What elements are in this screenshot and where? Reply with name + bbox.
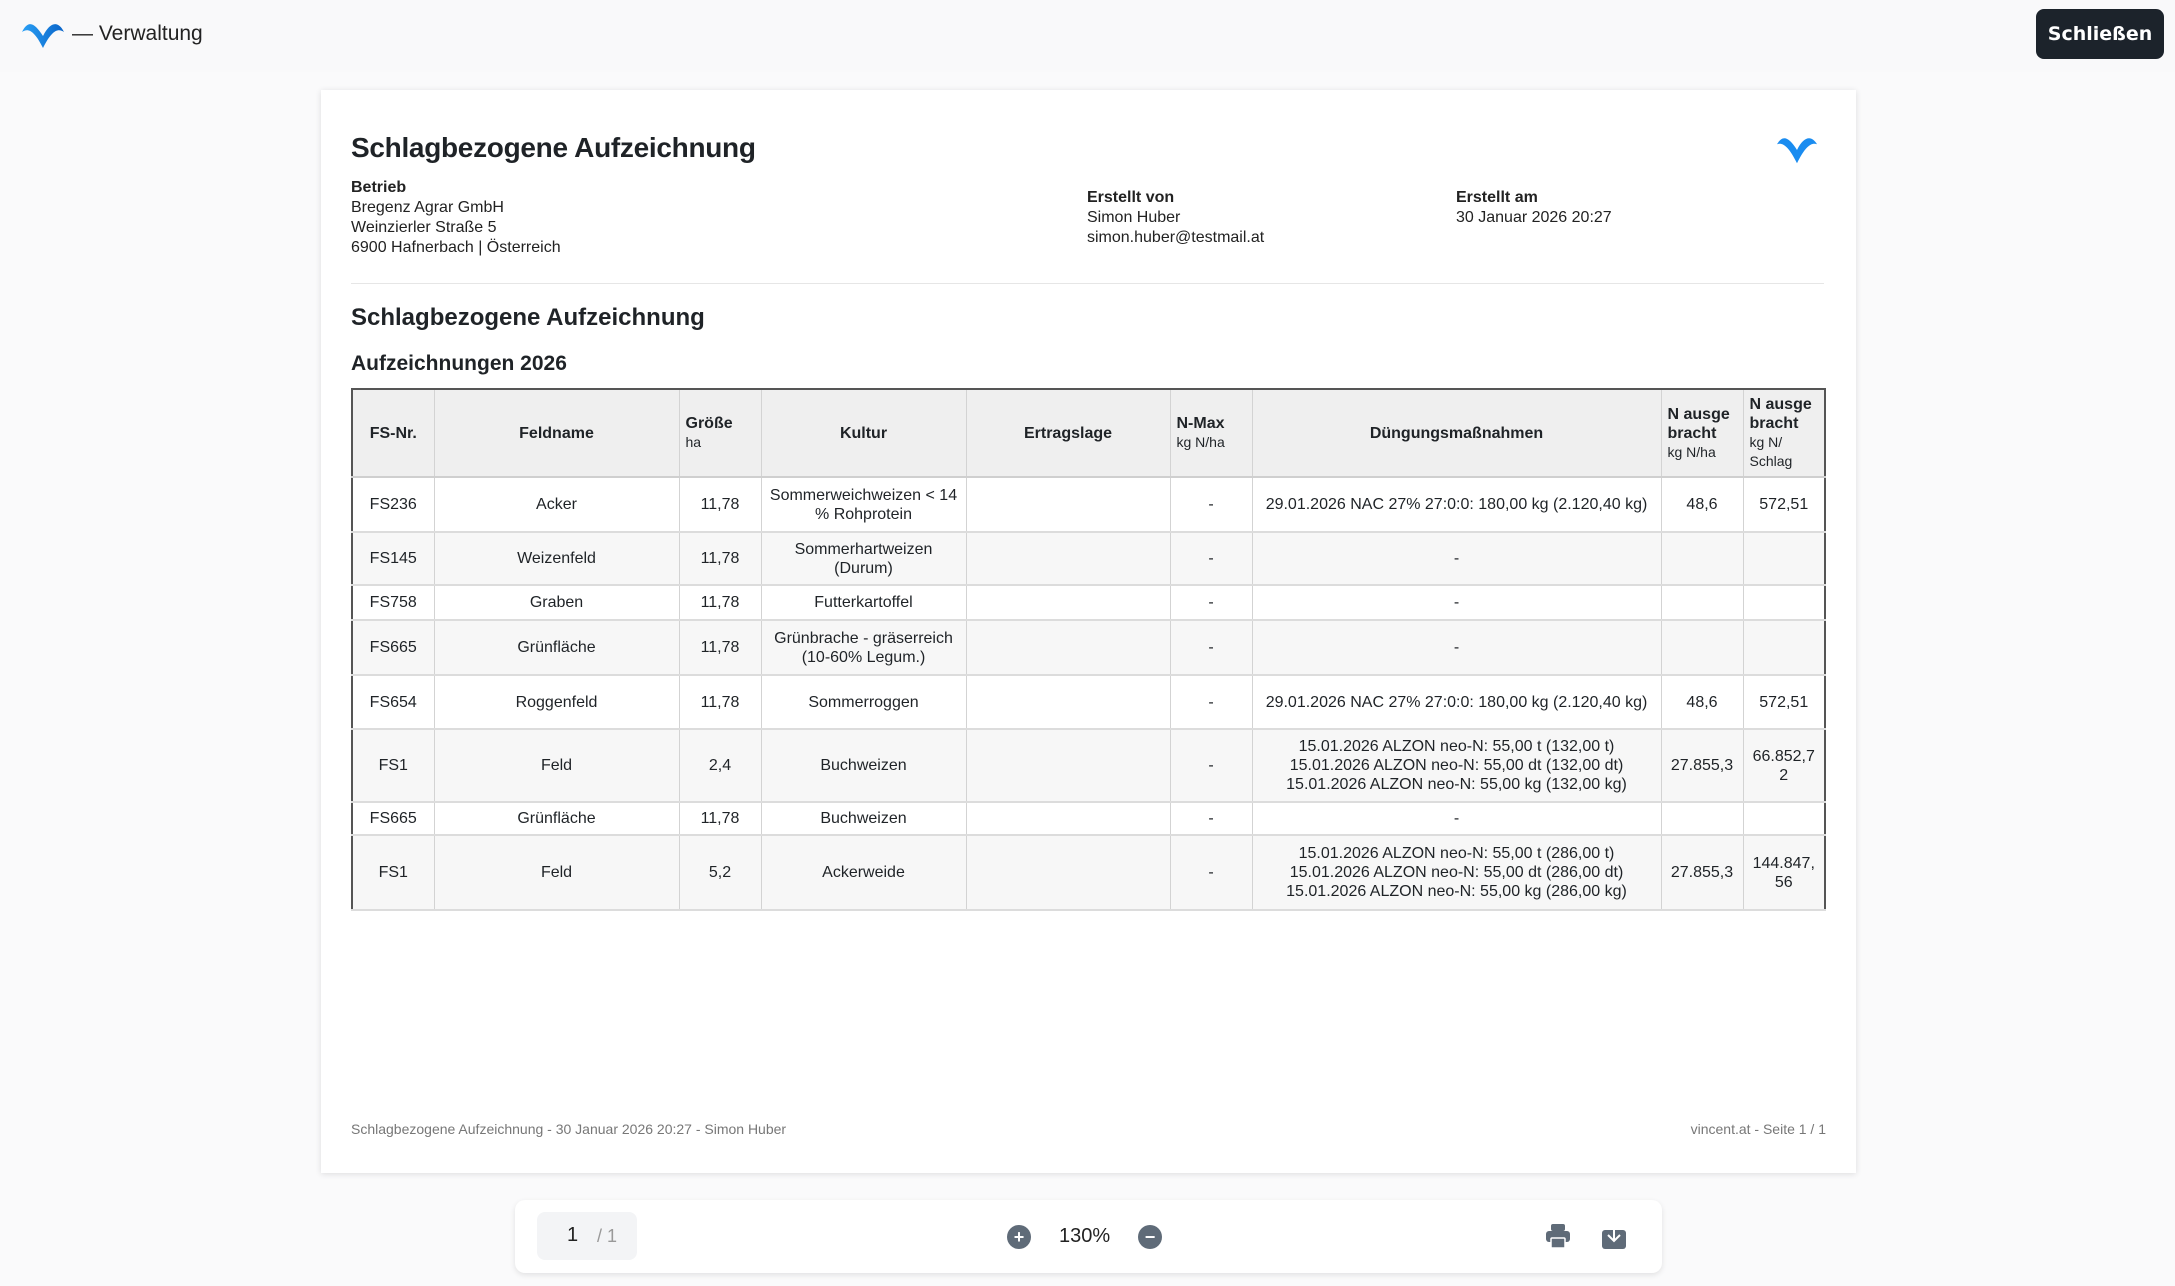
table-cell: 2,4	[679, 729, 761, 802]
column-header	[679, 389, 761, 477]
table-cell	[1661, 532, 1743, 585]
document-page	[321, 90, 1856, 1173]
table-cell: -	[1170, 585, 1252, 620]
table-cell: -	[1252, 585, 1661, 620]
table-cell: FS665	[352, 620, 434, 675]
table-cell: Buchweizen	[761, 802, 966, 835]
table-cell: -	[1170, 729, 1252, 802]
table-cell: 29.01.2026 NAC 27% 27:0:0: 180,00 kg (2.120,40 kg)	[1252, 675, 1661, 729]
column-header	[761, 389, 966, 477]
column-header-unit: kg N/ha	[1176, 434, 1225, 450]
company-city: 6900 Hafnerbach | Österreich	[351, 239, 561, 256]
table-cell	[966, 729, 1170, 802]
table-row	[352, 835, 1825, 910]
table-row	[352, 675, 1825, 729]
created-at-value: 30 Januar 2026 20:27	[1456, 209, 1612, 226]
table-cell	[1743, 802, 1825, 835]
app-title: — Verwaltung	[72, 22, 203, 45]
table-cell: FS236	[352, 477, 434, 532]
column-header	[434, 389, 679, 477]
table-cell: 11,78	[679, 477, 761, 532]
table-cell: Buchweizen	[761, 729, 966, 802]
table-cell: FS665	[352, 802, 434, 835]
table-cell: -	[1252, 532, 1661, 585]
company-label: Betrieb	[351, 179, 407, 196]
created-at	[1456, 188, 1612, 228]
column-header-unit: kg N/ha	[1667, 443, 1716, 460]
table-cell: 15.01.2026 ALZON neo-N: 55,00 t (286,00 t) 15.01.2026 ALZON neo-N: 55,00 dt (286,00 dt) 15.01.2026 ALZON neo-N: 55,00 kg (286,00 kg)	[1252, 835, 1661, 910]
subsection-title: Aufzeichnungen 2026	[351, 352, 567, 375]
table-cell	[1743, 585, 1825, 620]
column-header-label: FS-Nr.	[369, 424, 417, 442]
table-cell: -	[1170, 802, 1252, 835]
table-cell	[1743, 532, 1825, 585]
table-cell	[966, 675, 1170, 729]
table-header-row	[352, 389, 1825, 477]
document-title: Schlagbezogene Aufzeichnung	[351, 132, 756, 163]
table-cell	[1661, 585, 1743, 620]
logo-icon	[22, 18, 64, 48]
table-cell: FS1	[352, 835, 434, 910]
zoom-level: 130%	[1059, 1225, 1111, 1247]
table-cell: Sommerhartweizen (Durum)	[761, 532, 966, 585]
zoom-in-button[interactable]: +	[1007, 1225, 1031, 1249]
table-cell: Futterkartoffel	[761, 585, 966, 620]
table-cell: 11,78	[679, 532, 761, 585]
table-cell: -	[1252, 620, 1661, 675]
table-cell: 15.01.2026 ALZON neo-N: 55,00 t (132,00 t) 15.01.2026 ALZON neo-N: 55,00 dt (132,00 dt) 15.01.2026 ALZON neo-N: 55,00 kg (132,00 kg)	[1252, 729, 1661, 802]
column-header-label: N-Max	[1176, 415, 1225, 432]
document-logo-icon	[1777, 133, 1817, 165]
table-cell: Weizenfeld	[434, 532, 679, 585]
company-info	[351, 178, 561, 258]
table-cell: -	[1170, 477, 1252, 532]
created-by	[1087, 188, 1264, 248]
table-cell: Grünfläche	[434, 802, 679, 835]
created-at-label: Erstellt am	[1456, 189, 1538, 206]
footer-left: Schlagbezogene Aufzeichnung - 30 Januar 2026 20:27 - Simon Huber	[351, 1121, 787, 1137]
table-cell: Sommerroggen	[761, 675, 966, 729]
table-cell: FS758	[352, 585, 434, 620]
column-header-label: Ertragslage	[1023, 424, 1113, 442]
table-cell: 48,6	[1661, 477, 1743, 532]
created-by-name: Simon Huber	[1087, 209, 1181, 226]
table-row	[352, 729, 1825, 802]
close-button[interactable]: Schließen	[2036, 9, 2164, 59]
table-cell: 11,78	[679, 585, 761, 620]
table-cell: 11,78	[679, 675, 761, 729]
table-cell: -	[1170, 675, 1252, 729]
table-cell	[1661, 620, 1743, 675]
table-cell	[1743, 620, 1825, 675]
zoom-out-button[interactable]: −	[1138, 1225, 1162, 1249]
footer-right: vincent.at - Seite 1 / 1	[1690, 1121, 1826, 1137]
table-cell: 11,78	[679, 620, 761, 675]
table-cell: 5,2	[679, 835, 761, 910]
column-header-unit: ha	[685, 434, 702, 450]
table-row	[352, 585, 1825, 620]
download-icon[interactable]	[1601, 1222, 1627, 1250]
column-header-label: Größe	[685, 415, 733, 432]
created-by-label: Erstellt von	[1087, 189, 1175, 206]
column-header	[1743, 389, 1825, 477]
company-street: Weinzierler Straße 5	[351, 219, 497, 236]
column-header	[352, 389, 434, 477]
table-cell: Feld	[434, 729, 679, 802]
created-by-email: simon.huber@testmail.at	[1087, 229, 1265, 246]
page-total: / 1	[597, 1226, 618, 1246]
table-cell: 572,51	[1743, 477, 1825, 532]
table-cell: Roggenfeld	[434, 675, 679, 729]
column-header-label: N ausge bracht	[1749, 396, 1812, 432]
top-bar	[0, 0, 2175, 72]
column-header-unit: kg N/ Schlag	[1749, 434, 1793, 469]
table-cell: -	[1170, 835, 1252, 910]
table-cell: 29.01.2026 NAC 27% 27:0:0: 180,00 kg (2.120,40 kg)	[1252, 477, 1661, 532]
column-header	[1661, 389, 1743, 477]
divider	[351, 283, 1824, 284]
table-cell	[966, 585, 1170, 620]
column-header	[1252, 389, 1661, 477]
table-row	[352, 620, 1825, 675]
table-cell: Ackerweide	[761, 835, 966, 910]
column-header-label: Feldname	[519, 424, 594, 442]
table-cell: FS145	[352, 532, 434, 585]
column-header	[1170, 389, 1252, 477]
table-cell: FS654	[352, 675, 434, 729]
table-cell: 66.852,72	[1743, 729, 1825, 802]
table-cell	[966, 620, 1170, 675]
table-cell	[966, 835, 1170, 910]
table-cell: 27.855,3	[1661, 835, 1743, 910]
table-cell	[966, 802, 1170, 835]
table-row	[352, 477, 1825, 532]
section-title: Schlagbezogene Aufzeichnung	[351, 304, 705, 331]
table-row	[352, 532, 1825, 585]
column-header-label: N ausge bracht	[1667, 405, 1730, 442]
column-header-label: Kultur	[839, 424, 888, 442]
records-table	[351, 388, 1826, 911]
table-cell: Graben	[434, 585, 679, 620]
table-cell	[966, 477, 1170, 532]
table-cell: Grünfläche	[434, 620, 679, 675]
table-cell: Feld	[434, 835, 679, 910]
table-cell: 11,78	[679, 802, 761, 835]
table-row	[352, 802, 1825, 835]
table-cell: 27.855,3	[1661, 729, 1743, 802]
table-cell: -	[1170, 620, 1252, 675]
column-header-label: Düngungsmaßnahmen	[1369, 424, 1544, 442]
table-cell: 144.847,56	[1743, 835, 1825, 910]
table-cell	[1661, 802, 1743, 835]
table-cell: 48,6	[1661, 675, 1743, 729]
table-cell: Grünbrache - gräserreich (10-60% Legum.)	[761, 620, 966, 675]
column-header	[966, 389, 1170, 477]
table-cell: 572,51	[1743, 675, 1825, 729]
table-cell: Acker	[434, 477, 679, 532]
table-cell: -	[1170, 532, 1252, 585]
table-cell: FS1	[352, 729, 434, 802]
company-name: Bregenz Agrar GmbH	[351, 199, 504, 216]
table-cell	[966, 532, 1170, 585]
print-icon[interactable]	[1545, 1222, 1571, 1250]
page-input[interactable]	[537, 1212, 637, 1260]
table-cell: Sommerweichweizen < 14 % Rohprotein	[761, 477, 966, 532]
page-current[interactable]: 1	[567, 1224, 579, 1246]
table-cell: -	[1252, 802, 1661, 835]
viewer-toolbar	[515, 1200, 1662, 1273]
